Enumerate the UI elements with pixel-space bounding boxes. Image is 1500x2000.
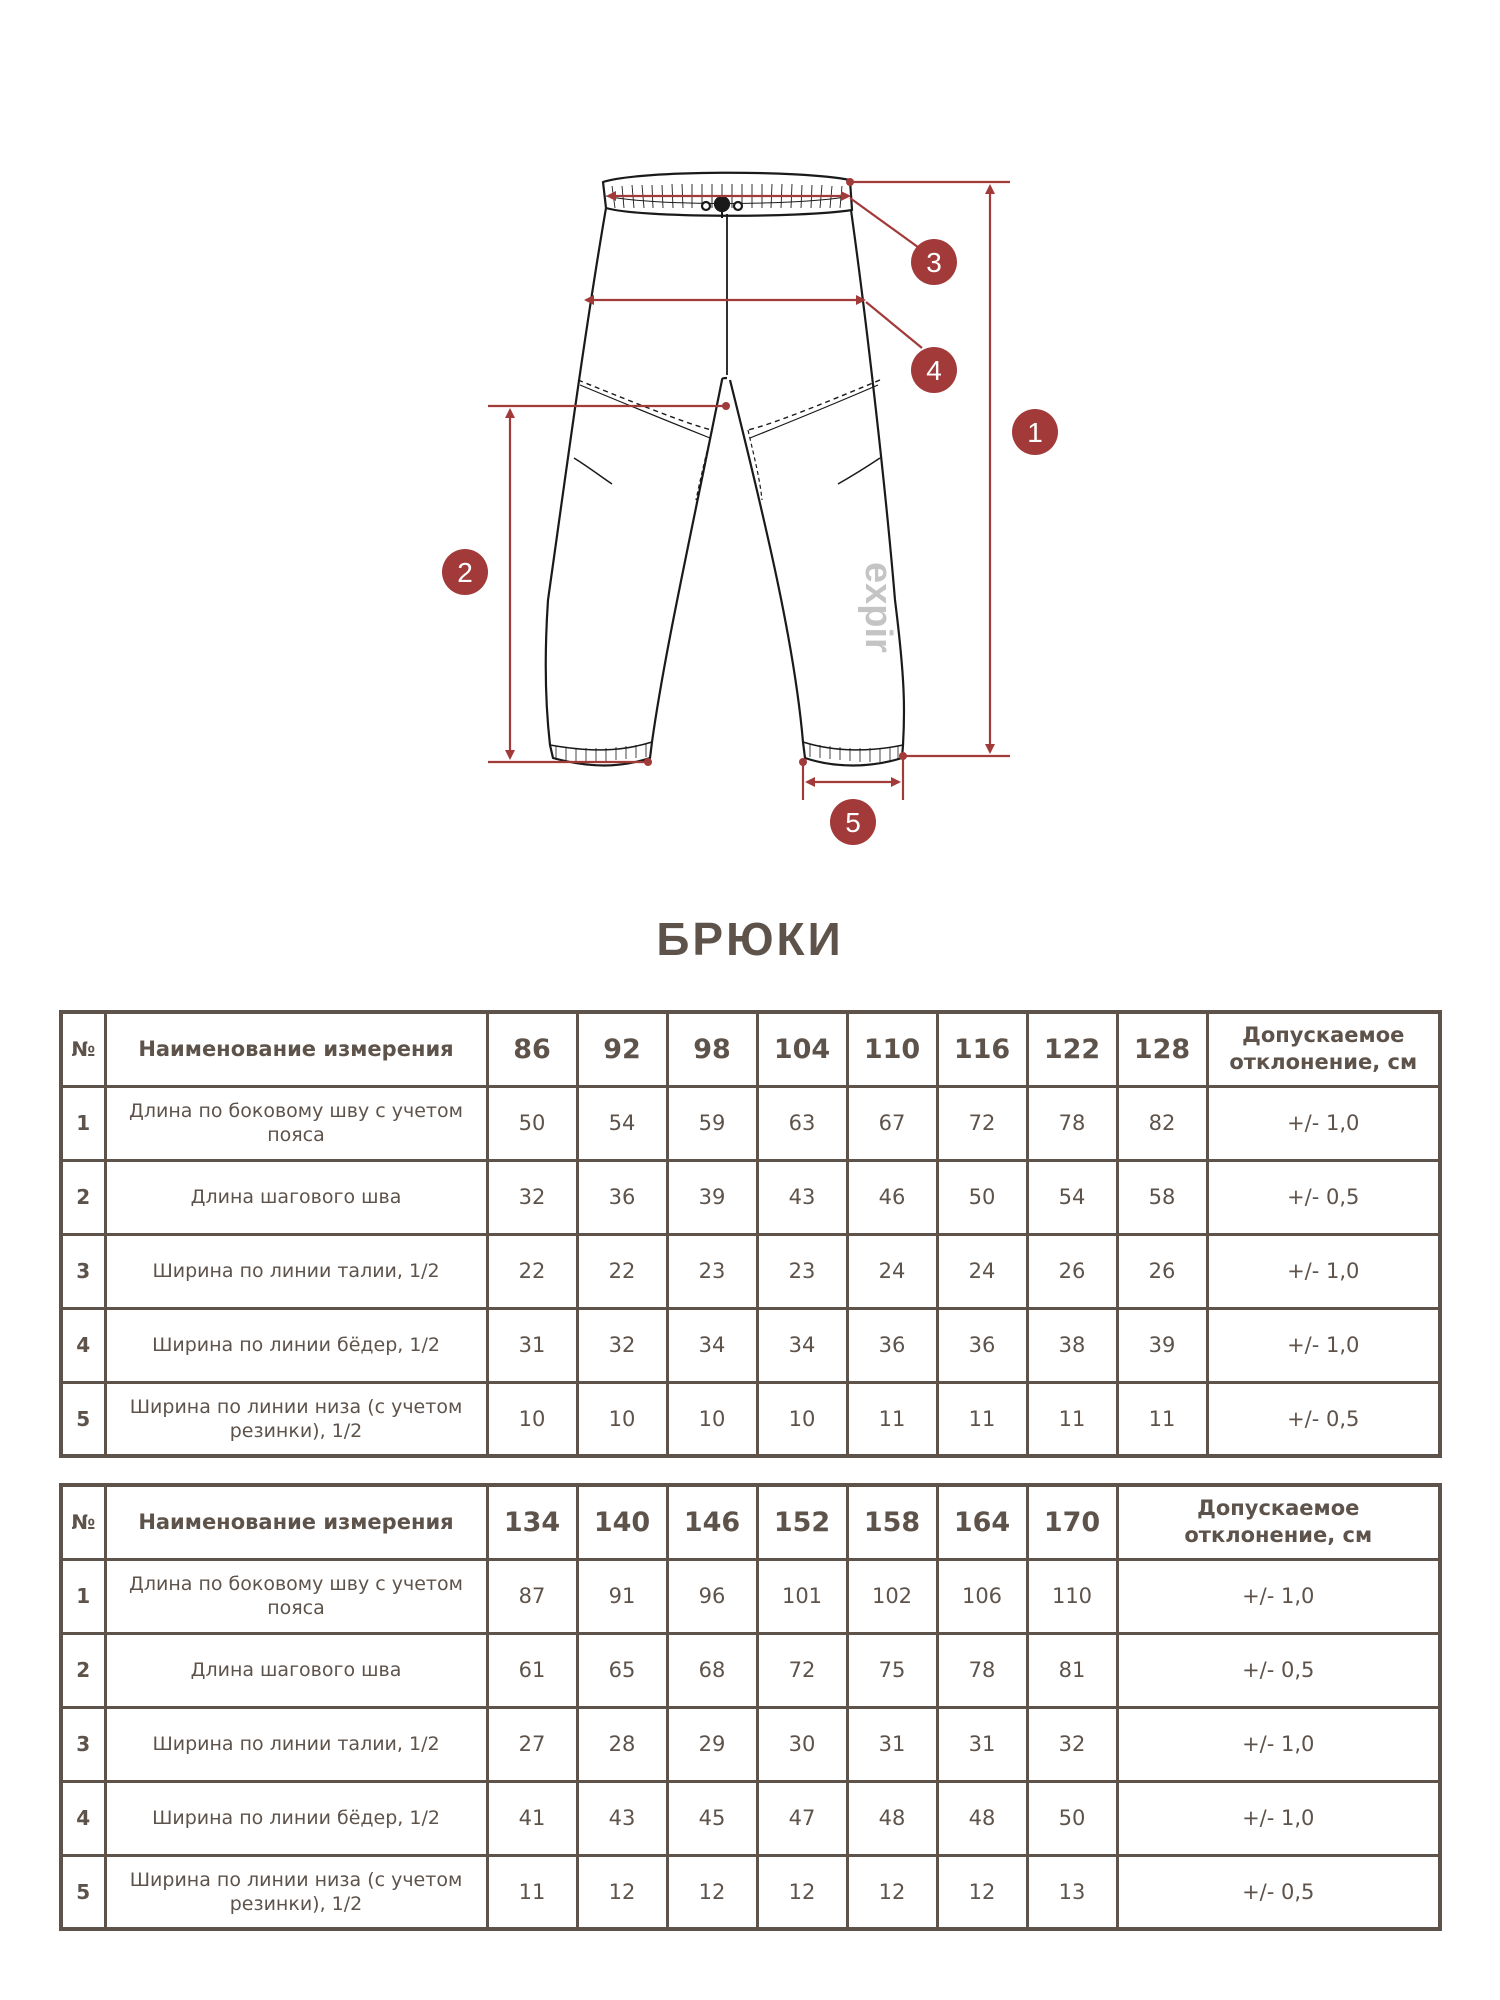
measurement-name: Ширина по линии бёдер, 1/2 — [105, 1781, 487, 1855]
row-number: 2 — [61, 1160, 105, 1234]
marker-3 — [911, 239, 957, 285]
measurement-value: 61 — [487, 1633, 577, 1707]
column-header-size: 116 — [937, 1012, 1027, 1086]
pants-drawing — [546, 173, 904, 766]
measurement-value: 48 — [847, 1781, 937, 1855]
measurement-value: 36 — [847, 1308, 937, 1382]
page-title: БРЮКИ — [656, 913, 844, 965]
measurement-value: 26 — [1117, 1234, 1207, 1308]
table-header-row — [61, 1485, 1440, 1559]
table-row — [61, 1234, 1440, 1308]
measurement-value: 32 — [487, 1160, 577, 1234]
measurement-value: 34 — [757, 1308, 847, 1382]
measurement-value: 12 — [847, 1855, 937, 1929]
column-header-size: 158 — [847, 1485, 937, 1559]
measurement-value: 50 — [1027, 1781, 1117, 1855]
row-number: 5 — [61, 1382, 105, 1456]
marker-4-label: 4 — [926, 355, 942, 386]
tolerance-header-line-2: отклонение, см — [1229, 1050, 1418, 1075]
column-header-number: № — [61, 1012, 105, 1086]
size-table-1 — [59, 1010, 1442, 1458]
measurement-value: 11 — [487, 1855, 577, 1929]
measurement-value: 96 — [667, 1559, 757, 1633]
tolerance-value: +/- 0,5 — [1207, 1160, 1440, 1234]
measurement-value: 39 — [1117, 1308, 1207, 1382]
measurement-value: 75 — [847, 1633, 937, 1707]
table-row — [61, 1855, 1440, 1929]
measurement-value: 22 — [577, 1234, 667, 1308]
tolerance-value: +/- 1,0 — [1207, 1234, 1440, 1308]
tolerance-header-line-1: Допускаемое — [1197, 1496, 1360, 1521]
measurement-value: 48 — [937, 1781, 1027, 1855]
column-header-tolerance — [1207, 1012, 1440, 1086]
table-header-row — [61, 1012, 1440, 1086]
measurement-value: 68 — [667, 1633, 757, 1707]
right-cuff — [803, 742, 903, 750]
left-leg — [546, 208, 727, 766]
measurement-name: Ширина по линии бёдер, 1/2 — [105, 1308, 487, 1382]
marker-5-label: 5 — [845, 807, 861, 838]
measurement-value: 45 — [667, 1781, 757, 1855]
row-number: 4 — [61, 1308, 105, 1382]
marker-1-label: 1 — [1027, 417, 1043, 448]
measurement-value: 32 — [577, 1308, 667, 1382]
tolerance-header-line-1: Допускаемое — [1242, 1023, 1405, 1048]
measurement-value: 67 — [847, 1086, 937, 1160]
measurement-value: 10 — [757, 1382, 847, 1456]
measurement-value: 101 — [757, 1559, 847, 1633]
measurement-value: 65 — [577, 1633, 667, 1707]
measurement-value: 43 — [577, 1781, 667, 1855]
measurement-value: 47 — [757, 1781, 847, 1855]
column-header-name: Наименование измерения — [105, 1485, 487, 1559]
table-row — [61, 1382, 1440, 1456]
column-header-size: 170 — [1027, 1485, 1117, 1559]
measurement-value: 81 — [1027, 1633, 1117, 1707]
measurement-value: 29 — [667, 1707, 757, 1781]
row-number: 2 — [61, 1633, 105, 1707]
measurement-value: 11 — [1117, 1382, 1207, 1456]
row-number: 3 — [61, 1234, 105, 1308]
row-number: 1 — [61, 1086, 105, 1160]
measurement-value: 11 — [937, 1382, 1027, 1456]
column-header-size: 128 — [1117, 1012, 1207, 1086]
measurement-value: 13 — [1027, 1855, 1117, 1929]
table-row — [61, 1086, 1440, 1160]
column-header-size: 152 — [757, 1485, 847, 1559]
measurement-value: 58 — [1117, 1160, 1207, 1234]
column-header-size: 140 — [577, 1485, 667, 1559]
marker-2 — [442, 549, 488, 595]
measurement-value: 72 — [757, 1633, 847, 1707]
measurement-value: 12 — [937, 1855, 1027, 1929]
row-number: 3 — [61, 1707, 105, 1781]
measurement-value: 72 — [937, 1086, 1027, 1160]
measurement-value: 10 — [487, 1382, 577, 1456]
measurement-value: 24 — [847, 1234, 937, 1308]
measurement-name: Ширина по линии низа (с учетом резинки), 1/2 — [105, 1855, 487, 1929]
measurement-value: 11 — [1027, 1382, 1117, 1456]
measurement-value: 36 — [937, 1308, 1027, 1382]
table-row — [61, 1308, 1440, 1382]
tolerance-value: +/- 1,0 — [1117, 1707, 1440, 1781]
measurement-value: 78 — [937, 1633, 1027, 1707]
tolerance-value: +/- 0,5 — [1207, 1382, 1440, 1456]
measurement-value: 31 — [937, 1707, 1027, 1781]
measurement-value: 78 — [1027, 1086, 1117, 1160]
table-row — [61, 1781, 1440, 1855]
measurement-value: 12 — [757, 1855, 847, 1929]
measurement-value: 11 — [847, 1382, 937, 1456]
table-row — [61, 1633, 1440, 1707]
measurement-value: 23 — [667, 1234, 757, 1308]
measurement-value: 28 — [577, 1707, 667, 1781]
measurement-value: 36 — [577, 1160, 667, 1234]
measurement-name: Ширина по линии талии, 1/2 — [105, 1707, 487, 1781]
column-header-size: 134 — [487, 1485, 577, 1559]
measurement-name: Длина шагового шва — [105, 1160, 487, 1234]
measurement-value: 106 — [937, 1559, 1027, 1633]
measurement-value: 46 — [847, 1160, 937, 1234]
measurement-value: 50 — [487, 1086, 577, 1160]
tolerance-value: +/- 1,0 — [1117, 1781, 1440, 1855]
column-header-size: 146 — [667, 1485, 757, 1559]
tolerance-value: +/- 1,0 — [1117, 1559, 1440, 1633]
measurement-value: 31 — [487, 1308, 577, 1382]
measurement-value: 39 — [667, 1160, 757, 1234]
measurement-value: 50 — [937, 1160, 1027, 1234]
measurement-value: 43 — [757, 1160, 847, 1234]
measurement-name: Ширина по линии низа (с учетом резинки), 1/2 — [105, 1382, 487, 1456]
measurement-name: Длина по боковому шву с учетом пояса — [105, 1559, 487, 1633]
measurement-value: 102 — [847, 1559, 937, 1633]
measurement-value: 23 — [757, 1234, 847, 1308]
size-table-2 — [59, 1483, 1442, 1931]
tolerance-value: +/- 0,5 — [1117, 1633, 1440, 1707]
measurement-value: 59 — [667, 1086, 757, 1160]
table-row — [61, 1559, 1440, 1633]
measurement-value: 30 — [757, 1707, 847, 1781]
row-number: 1 — [61, 1559, 105, 1633]
tolerance-value: +/- 1,0 — [1207, 1086, 1440, 1160]
measurement-value: 12 — [577, 1855, 667, 1929]
measurement-name: Длина шагового шва — [105, 1633, 487, 1707]
column-header-name: Наименование измерения — [105, 1012, 487, 1086]
pants-measurement-diagram — [0, 0, 1500, 880]
column-header-size: 92 — [577, 1012, 667, 1086]
measurement-name: Ширина по линии талии, 1/2 — [105, 1234, 487, 1308]
table-row — [61, 1160, 1440, 1234]
tolerance-value: +/- 0,5 — [1117, 1855, 1440, 1929]
measurement-value: 41 — [487, 1781, 577, 1855]
column-header-size: 104 — [757, 1012, 847, 1086]
marker-3-label: 3 — [926, 247, 942, 278]
column-header-number: № — [61, 1485, 105, 1559]
measurement-value: 31 — [847, 1707, 937, 1781]
column-header-size: 164 — [937, 1485, 1027, 1559]
measurement-value: 10 — [577, 1382, 667, 1456]
row-number: 4 — [61, 1781, 105, 1855]
measurement-value: 87 — [487, 1559, 577, 1633]
measurement-value: 82 — [1117, 1086, 1207, 1160]
column-header-tolerance — [1117, 1485, 1440, 1559]
marker-1 — [1012, 409, 1058, 455]
measurement-value: 32 — [1027, 1707, 1117, 1781]
measurement-name: Длина по боковому шву с учетом пояса — [105, 1086, 487, 1160]
measurement-value: 54 — [1027, 1160, 1117, 1234]
measurement-value: 34 — [667, 1308, 757, 1382]
column-header-size: 122 — [1027, 1012, 1117, 1086]
measurement-value: 91 — [577, 1559, 667, 1633]
measurement-value: 27 — [487, 1707, 577, 1781]
right-leg — [730, 210, 904, 766]
tolerance-header-line-2: отклонение, см — [1184, 1523, 1373, 1548]
table-row — [61, 1707, 1440, 1781]
measurement-value: 10 — [667, 1382, 757, 1456]
tolerance-value: +/- 1,0 — [1207, 1308, 1440, 1382]
measurement-value: 38 — [1027, 1308, 1117, 1382]
marker-5 — [830, 799, 876, 845]
column-header-size: 86 — [487, 1012, 577, 1086]
measurement-value: 24 — [937, 1234, 1027, 1308]
measurement-value: 63 — [757, 1086, 847, 1160]
marker-4 — [911, 347, 957, 393]
measurement-value: 54 — [577, 1086, 667, 1160]
measurement-value: 26 — [1027, 1234, 1117, 1308]
marker-2-label: 2 — [457, 557, 473, 588]
measurement-value: 12 — [667, 1855, 757, 1929]
measurement-value: 22 — [487, 1234, 577, 1308]
brand-logo: expir — [857, 562, 899, 653]
column-header-size: 110 — [847, 1012, 937, 1086]
left-cuff — [550, 742, 652, 750]
measurement-value: 110 — [1027, 1559, 1117, 1633]
column-header-size: 98 — [667, 1012, 757, 1086]
row-number: 5 — [61, 1855, 105, 1929]
